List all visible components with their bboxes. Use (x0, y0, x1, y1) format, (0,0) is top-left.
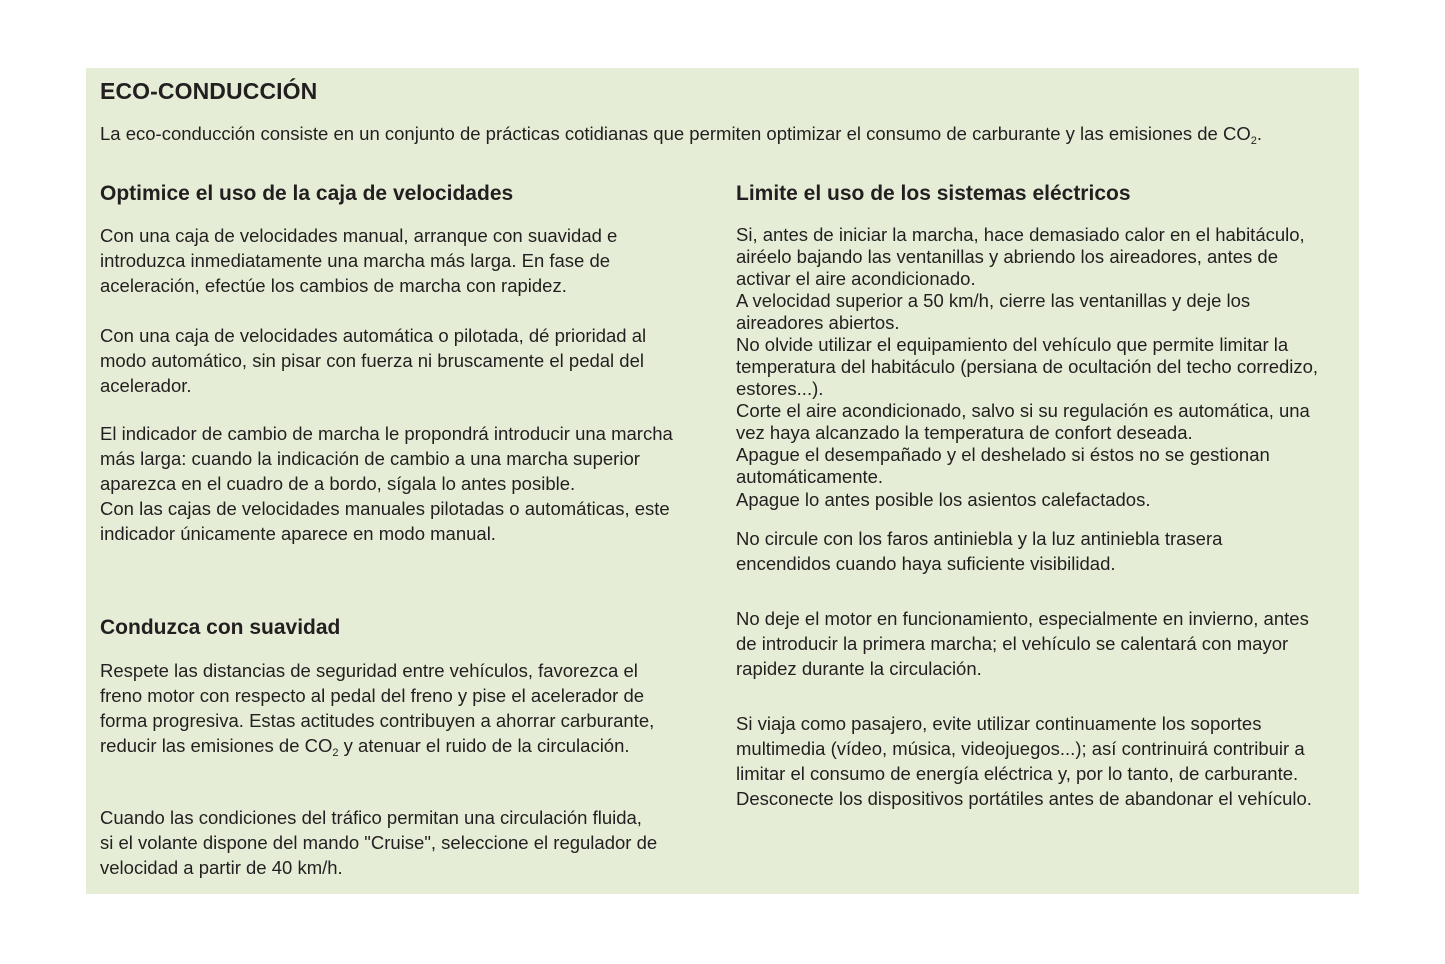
text-line: Corte el aire acondicionado, salvo si su regulación es automática, una (736, 400, 1310, 421)
intro-text (100, 123, 1262, 145)
text-line: airéelo bajando las ventanillas y abriendo los aireadores, antes de (736, 246, 1278, 267)
text-line: acelerador. (100, 375, 192, 396)
gearbox-heading: Optimice el uso de la caja de velocidades (100, 182, 514, 205)
electric-paragraph-2 (736, 526, 1222, 576)
co2-subscript: 2 (332, 747, 339, 759)
text-line: forma progresiva. Estas actitudes contribuyen a ahorrar carburante, (100, 710, 655, 731)
text-line: introduzca inmediatamente una marcha más larga. En fase de (100, 250, 611, 271)
intro-subscript: 2 (1250, 135, 1257, 147)
text-segment: reducir las emisiones de CO (100, 735, 333, 756)
text-line: Respete las distancias de seguridad entre vehículos, favorezca el (100, 660, 638, 681)
text-line: No olvide utilizar el equipamiento del vehículo que permite limitar la (736, 334, 1289, 355)
text-line: Desconecte los dispositivos portátiles antes de abandonar el vehículo. (736, 788, 1312, 809)
text-line: A velocidad superior a 50 km/h, cierre las ventanillas y deje los (736, 290, 1251, 311)
text-line: Apague el desempañado y el deshelado si éstos no se gestionan (736, 444, 1270, 465)
smooth-paragraph-2 (100, 805, 657, 880)
text-line: indicador únicamente aparece en modo manual. (100, 523, 496, 544)
seat-heating-text (736, 487, 1150, 512)
page-title: ECO-CONDUCCIÓN (100, 78, 318, 104)
electric-paragraph-3 (736, 606, 1309, 681)
text-line: más larga: cuando la indicación de cambio a una marcha superior (100, 448, 640, 469)
text-segment: y atenuar el ruido de la circulación. (338, 735, 630, 756)
text-line: Con una caja de velocidades manual, arranque con suavidad e (100, 225, 618, 246)
text-line: multimedia (vídeo, música, videojuegos...); así contrinuirá contribuir a (736, 738, 1305, 759)
gearbox-paragraph-3 (100, 421, 673, 546)
text-line: limitar el consumo de energía eléctrica y, por lo tanto, de carburante. (736, 763, 1299, 784)
electric-heading: Limite el uso de los sistemas eléctricos (736, 182, 1131, 205)
text-line: aireadores abiertos. (736, 312, 900, 333)
text-line: Cuando las condiciones del tráfico permitan una circulación fluida, (100, 807, 642, 828)
text-line: Si viaja como pasajero, evite utilizar continuamente los soportes (736, 713, 1262, 734)
text-line: de introducir la primera marcha; el vehículo se calentará con mayor (736, 633, 1289, 654)
text-line: velocidad a partir de 40 km/h. (100, 857, 343, 878)
text-line: freno motor con respecto al pedal del freno y pise el acelerador de (100, 685, 645, 706)
smooth-driving-heading: Conduzca con suavidad (100, 616, 341, 639)
electric-paragraph-1 (736, 224, 1318, 488)
gearbox-paragraph-1 (100, 223, 617, 298)
text-line: Con las cajas de velocidades manuales pilotadas o automáticas, este (100, 498, 670, 519)
text-line: modo automático, sin pisar con fuerza ni bruscamente el pedal del (100, 350, 644, 371)
eco-driving-panel (86, 68, 1359, 894)
text-line: Apague lo antes posible los asientos calefactados. (736, 489, 1151, 510)
text-line: estores...). (736, 378, 824, 399)
text-line: No deje el motor en funcionamiento, especialmente en invierno, antes (736, 608, 1309, 629)
intro-main: La eco-conducción consiste en un conjunto de prácticas cotidianas que permiten optimizar el consumo de carburante y las emisiones de CO (100, 123, 1251, 144)
text-line: temperatura del habitáculo (persiana de ocultación del techo corredizo, (736, 356, 1319, 377)
text-line: encendidos cuando haya suficiente visibilidad. (736, 553, 1116, 574)
text-line: Con una caja de velocidades automática o pilotada, dé prioridad al (100, 325, 647, 346)
text-line (100, 733, 654, 758)
smooth-paragraph-1 (100, 658, 654, 758)
gearbox-paragraph-2 (100, 323, 646, 398)
text-line: vez haya alcanzado la temperatura de confort deseada. (736, 422, 1193, 443)
electric-paragraph-4 (736, 711, 1312, 811)
text-line: aparezca en el cuadro de a bordo, sígala lo antes posible. (100, 473, 576, 494)
text-line: No circule con los faros antiniebla y la luz antiniebla trasera (736, 528, 1223, 549)
text-line: si el volante dispone del mando "Cruise", seleccione el regulador de (100, 832, 658, 853)
intro-end: . (1256, 123, 1262, 144)
text-line: aceleración, efectúe los cambios de marcha con rapidez. (100, 275, 567, 296)
text-line: rapidez durante la circulación. (736, 658, 982, 679)
text-line: automáticamente. (736, 466, 884, 487)
text-line: El indicador de cambio de marcha le propondrá introducir una marcha (100, 423, 673, 444)
text-line: activar el aire acondicionado. (736, 268, 976, 289)
text-line: Si, antes de iniciar la marcha, hace demasiado calor en el habitáculo, (736, 224, 1305, 245)
